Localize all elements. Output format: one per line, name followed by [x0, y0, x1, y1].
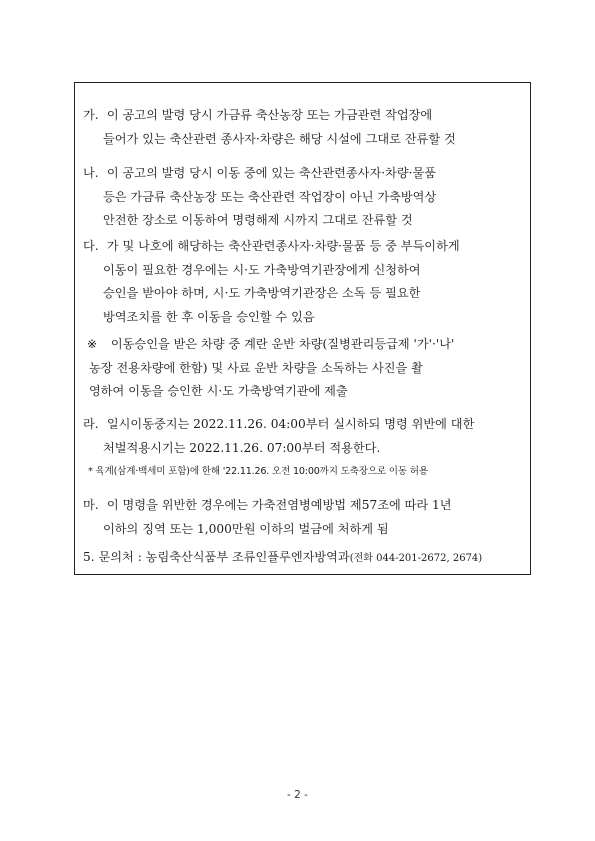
clause-da: [83, 235, 533, 329]
contact-info: [83, 547, 482, 569]
contact-label: 5. 문의처 : 농림축산식품부 조류인플루엔자방역과: [83, 550, 350, 564]
clause-text: 이동이 필요한 경우에는 시·도 가축방역기관장에게 신청하여: [103, 262, 421, 277]
clause-ra: [83, 413, 533, 460]
clause-text: 이 공고의 발령 당시 이동 중에 있는 축산관련종사자·차량·물품: [106, 166, 437, 180]
clause-text: 일시이동중지는 2022.11.26. 04:00부터 실시하되 명령 위반에 대한: [106, 417, 475, 431]
clause-ga: [83, 104, 533, 151]
clause-text: 가 및 나호에 해당하는 축산관련종사자·차량·물품 등 중 부득이하게: [106, 239, 460, 253]
clause-text: 방역조치를 한 후 이동을 승인할 수 있음: [103, 309, 315, 324]
clause-text: 승인을 받아야 하며, 시·도 가축방역기관장은 소독 등 필요한: [103, 286, 421, 300]
clause-label: 마.: [83, 498, 99, 512]
clause-na: [83, 162, 533, 233]
clause-text: 처벌적용시기는 2022.11.26. 07:00부터 적용한다.: [103, 440, 381, 455]
clause-ma: [83, 494, 533, 541]
broiler-exception-note: * 육계(삼계·백세미 포함)에 한해 '22.11.26. 오전 10:00까지 도축장으로 이동 허용: [88, 466, 428, 477]
page-number: - 2 -: [287, 789, 308, 801]
approval-note: [87, 333, 454, 404]
clause-label: 다.: [83, 239, 99, 253]
clause-label: 나.: [83, 166, 99, 180]
clause-text: 안전한 장소로 이동하여 명령해제 시까지 그대로 잔류할 것: [103, 213, 413, 227]
note-text: 이동승인을 받은 차량 중 계란 운반 차량(질병관리등급제 '가'·'나': [110, 337, 455, 351]
note-text: 영하여 이동을 승인한 시·도 가축방역기관에 제출: [89, 384, 348, 398]
clause-text: 이 명령을 위반한 경우에는 가축전염병예방법 제57조에 따라 1년: [106, 498, 452, 512]
reference-mark: ※: [87, 337, 98, 351]
clause-label: 라.: [83, 417, 99, 431]
clause-text: 들어가 있는 축산관련 종사자·차량은 해당 시설에 그대로 잔류할 것: [103, 131, 456, 146]
clause-text: 등은 가금류 축산농장 또는 축산관련 작업장이 아닌 가축방역상: [103, 189, 437, 204]
clause-text: 이하의 징역 또는 1,000만원 이하의 벌금에 처하게 됨: [103, 521, 389, 536]
contact-phone: (전화 044-201-2672, 2674): [349, 553, 483, 564]
clause-text: 이 공고의 발령 당시 가금류 축산농장 또는 가금관련 작업장에: [106, 108, 433, 122]
note-text: 농장 전용차량에 한함) 및 사료 운반 차량을 소독하는 사진을 촬: [89, 360, 423, 375]
clause-label: 가.: [83, 108, 99, 122]
